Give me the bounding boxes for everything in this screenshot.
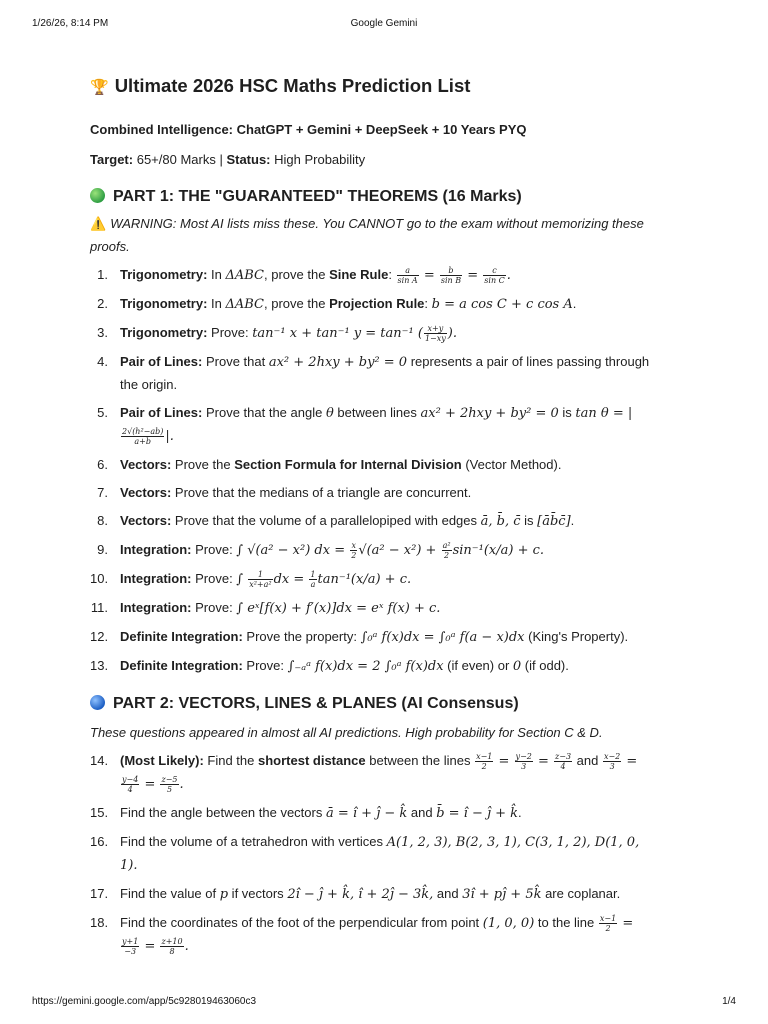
list-item: 8. Vectors: Prove that the volume of a parallelopiped with edges ā, b̄, c̄ is [āb̄c̄]. [97, 513, 575, 529]
fraction: $\frac{x-2}{3}$ [603, 752, 621, 772]
target-status: Target: 65+/80 Marks | Status: High Probability [90, 152, 366, 167]
fraction: $\frac{\text{a²}}{2}$ [442, 541, 451, 561]
warning-icon: ⚠️ [90, 217, 107, 232]
fraction: $\frac{x-1}{2}$ [476, 752, 493, 772]
list-item: 4. Pair of Lines: Prove that ax² + 2hxy + by² = 0 represents a pair of lines passing through the origin. [97, 354, 650, 392]
list-item: 14. (Most Likely): Find the shortest distance between the lines $\frac{x-1}{2}$ = $\frac{y-2}{3}$ = $\frac{z-3}{4}$ and $\frac{x-2}{3}$ = $\frac{y-4}{4}$ = $\frac{z-5}{5}$ . [90, 752, 638, 795]
trophy-icon: 🏆 [90, 78, 109, 96]
fraction: $\frac{a}{\text{sin A}}$ [397, 266, 418, 286]
warning-note: ⚠️ WARNING: Most AI lists miss these. You CANNOT go to the exam without memorizing these proofs. [90, 216, 644, 254]
list-item: 3. Trigonometry: Prove: tan⁻¹ x + tan⁻¹ y = tan⁻¹ ( $\frac{x+y}{1-xy}$ ). [97, 324, 457, 344]
print-page-title: Google Gemini [350, 18, 418, 29]
fraction: $\frac{y+1}{-3}$ [122, 937, 139, 957]
part1-list [90, 264, 650, 678]
list-item: 12. Definite Integration: Prove the property: ∫₀ᵃ f(x)dx = ∫₀ᵃ f(a − x)dx (King's Property). [90, 629, 629, 645]
page-title: 🏆 Ultimate 2026 HSC Maths Prediction List [90, 72, 650, 101]
fraction: $\frac{c}{\text{sin C}}$ [484, 266, 505, 286]
fraction: $\frac{1}{\text{x²+a²}}$ [249, 570, 272, 590]
blue-circle-icon [90, 695, 105, 710]
fraction: $\frac{x-1}{2}$ [599, 914, 617, 934]
print-datetime: 1/26/26, 8:14 PM [32, 18, 109, 29]
print-url: https://gemini.google.com/app/5c928019463060c3 [32, 996, 257, 1007]
fraction: $\frac{\text{2√(h²−ab)}}{a+b}$ [122, 427, 164, 447]
browser-print-footer [0, 996, 768, 1010]
part2-note: These questions appeared in almost all AI predictions. High probability for Section C & D. [90, 725, 603, 740]
list-item: 17. Find the value of p if vectors 2î − ĵ + k̂, î + 2ĵ − 3k̂, and 3î + pĵ + 5k̂ are coplanar. [90, 886, 621, 902]
browser-print-header [0, 18, 768, 32]
list-item: 7. Vectors: Prove that the medians of a triangle are concurrent. [97, 485, 472, 500]
fraction: $\frac{z+10}{8}$ [161, 937, 183, 957]
fraction: $\frac{1}{a}$ [310, 570, 316, 590]
list-item: 1. Trigonometry: In ΔABC, prove the Sine Rule: $\frac{a}{\text{sin A}}$ = $\frac{b}{\text{sin B}}$ = $\frac{c}{\text{sin C}}$ . [97, 266, 511, 286]
list-item: 13. Definite Integration: Prove: ∫₋ₐᵃ f(x)dx = 2 ∫₀ᵃ f(x)dx (if even) or 0 (if odd). [90, 658, 569, 674]
list-item: 18. Find the coordinates of the foot of the perpendicular from point (1, 0, 0) to the line $\frac{x-1}{2}$ = $\frac{y+1}{-3}$ = $\frac{z+10}{8}$ . [90, 914, 634, 957]
list-item: 16. Find the volume of a tetrahedron with vertices A(1, 2, 3), B(2, 3, 1), C(3, 1, 2), D(1, 0, 1). [90, 834, 640, 873]
list-item: 9. Integration: Prove: ∫ √(a² − x²) dx = $\frac{x}{2}$ √(a² − x²) + $\frac{\text{a²}}{2}$ sin⁻¹(x/a) + c. [97, 541, 545, 561]
part2-list [90, 750, 650, 958]
list-item: 5. Pair of Lines: Prove that the angle θ between lines ax² + 2hxy + by² = 0 is tan θ = | $\frac{\text{2√(h²−ab)}}{a+b}$ |. [97, 405, 633, 447]
fraction: $\frac{x}{2}$ [351, 541, 357, 561]
part2-heading: PART 2: VECTORS, LINES & PLANES (AI Consensus) [90, 692, 650, 716]
list-item: 15. Find the angle between the vectors ā = î + ĵ − k̂ and b̄ = î − ĵ + k̂. [90, 805, 522, 821]
fraction: $\frac{z-5}{5}$ [161, 775, 178, 795]
fraction: $\frac{y-2}{3}$ [515, 752, 532, 772]
list-item: 10. Integration: Prove: ∫ $\frac{1}{\text{x²+a²}}$ dx = $\frac{1}{a}$ tan⁻¹(x/a) + c. [90, 570, 412, 590]
fraction: $\frac{y-4}{4}$ [122, 775, 139, 795]
green-circle-icon [90, 188, 105, 203]
fraction: $\frac{b}{\text{sin B}}$ [440, 266, 462, 286]
list-item: 2. Trigonometry: In ΔABC, prove the Projection Rule: b = a cos C + c cos A. [97, 296, 577, 312]
document-content [90, 72, 650, 964]
list-item: 11. Integration: Prove: ∫ eˣ[f(x) + f′(x)]dx = eˣ f(x) + c. [90, 600, 441, 616]
subtitle: Combined Intelligence: ChatGPT + Gemini + DeepSeek + 10 Years PYQ [90, 122, 527, 137]
fraction: $\frac{x+y}{1-xy}$ [424, 324, 446, 344]
print-page-number: 1/4 [722, 996, 736, 1007]
part1-heading: PART 1: THE "GUARANTEED" THEOREMS (16 Marks) [90, 185, 650, 209]
list-item: 6. Vectors: Prove the Section Formula for Internal Division (Vector Method). [97, 457, 562, 472]
fraction: $\frac{z-3}{4}$ [555, 752, 572, 772]
